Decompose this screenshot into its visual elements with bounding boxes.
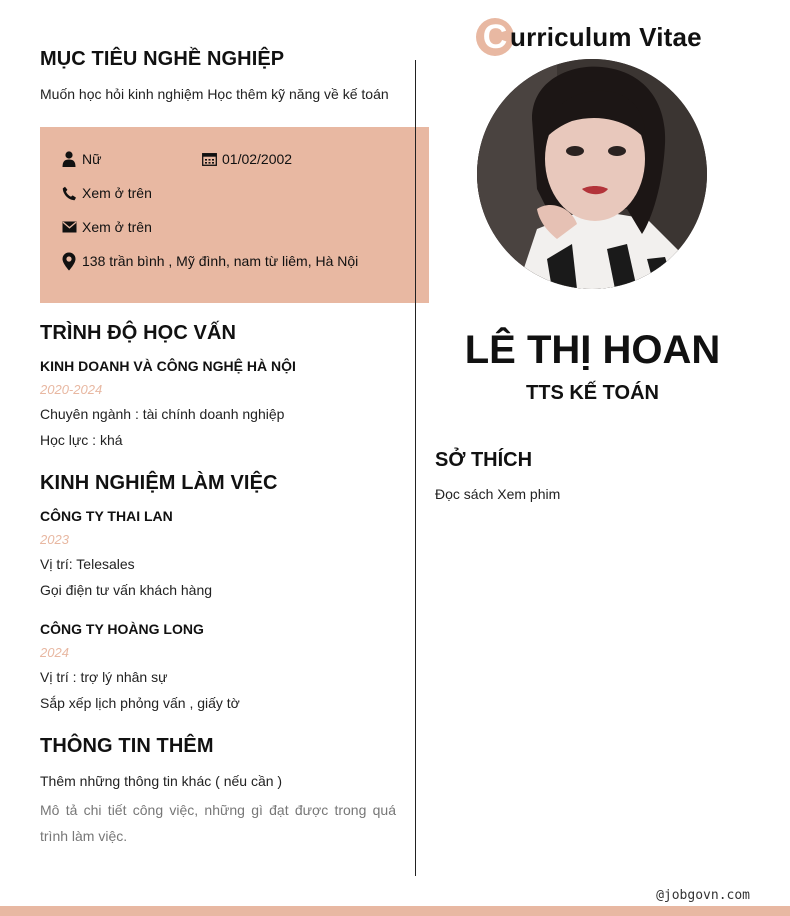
cv-logo-text: urriculum Vitae	[510, 21, 702, 52]
job-duty: Gọi điện tư vấn khách hàng	[40, 582, 213, 598]
address-value: 138 trần bình , Mỹ đình, nam từ liêm, Hà Nội	[82, 253, 359, 269]
avatar	[477, 59, 707, 289]
person-icon	[60, 150, 78, 168]
extra-info-text: Thêm những thông tin khác ( nếu cần )	[40, 773, 283, 789]
watermark: @jobgovn.com	[656, 888, 750, 903]
column-divider	[415, 60, 416, 876]
job-position: Vị trí: Telesales	[40, 556, 135, 572]
email-value: Xem ở trên	[82, 219, 152, 235]
gender-row	[60, 150, 101, 168]
job-title: TTS KẾ TOÁN	[526, 382, 659, 404]
education-title: TRÌNH ĐỘ HỌC VẤN	[40, 322, 237, 344]
phone-value: Xem ở trên	[82, 185, 152, 201]
hobbies-text: Đọc sách Xem phim	[435, 486, 561, 502]
job-year: 2023	[40, 532, 69, 547]
location-pin-icon	[60, 252, 78, 270]
cv-logo-initial: C	[476, 18, 514, 56]
cv-logo	[476, 18, 702, 56]
education-grade: Học lực : khá	[40, 432, 123, 448]
envelope-icon	[60, 218, 78, 236]
extra-info-description: Mô tả chi tiết công việc, những gì đạt được trong quá trình làm việc.	[40, 802, 396, 844]
career-objective-text: Muốn học hỏi kinh nghiệm Học thêm kỹ năng về kế toán	[40, 86, 389, 102]
address-row	[60, 252, 358, 270]
job-duty: Sắp xếp lịch phỏng vấn , giấy tờ	[40, 695, 240, 711]
phone-row	[60, 184, 152, 202]
phone-icon	[60, 184, 78, 202]
birthday-value: 01/02/2002	[222, 151, 293, 167]
bottom-accent-bar	[0, 906, 790, 916]
email-row	[60, 218, 152, 236]
full-name: LÊ THỊ HOAN	[464, 328, 721, 372]
career-objective-title: MỤC TIÊU NGHỀ NGHIỆP	[40, 48, 285, 70]
calendar-icon	[200, 150, 218, 168]
education-years: 2020-2024	[40, 382, 103, 397]
experience-title: KINH NGHIỆM LÀM VIỆC	[40, 472, 278, 494]
birthday-row	[200, 150, 292, 168]
hobbies-title: SỞ THÍCH	[435, 449, 533, 471]
contact-info-box	[40, 127, 429, 303]
school-name: KINH DOANH VÀ CÔNG NGHỆ HÀ NỘI	[40, 358, 296, 374]
gender-value: Nữ	[82, 151, 102, 167]
job-year: 2024	[40, 645, 69, 660]
job-position: Vị trí : trợ lý nhân sự	[40, 669, 168, 685]
extra-info-title: THÔNG TIN THÊM	[40, 735, 214, 757]
job-company: CÔNG TY THAI LAN	[40, 508, 173, 524]
job-company: CÔNG TY HOÀNG LONG	[40, 621, 204, 637]
education-major: Chuyên ngành : tài chính doanh nghiệp	[40, 406, 285, 422]
